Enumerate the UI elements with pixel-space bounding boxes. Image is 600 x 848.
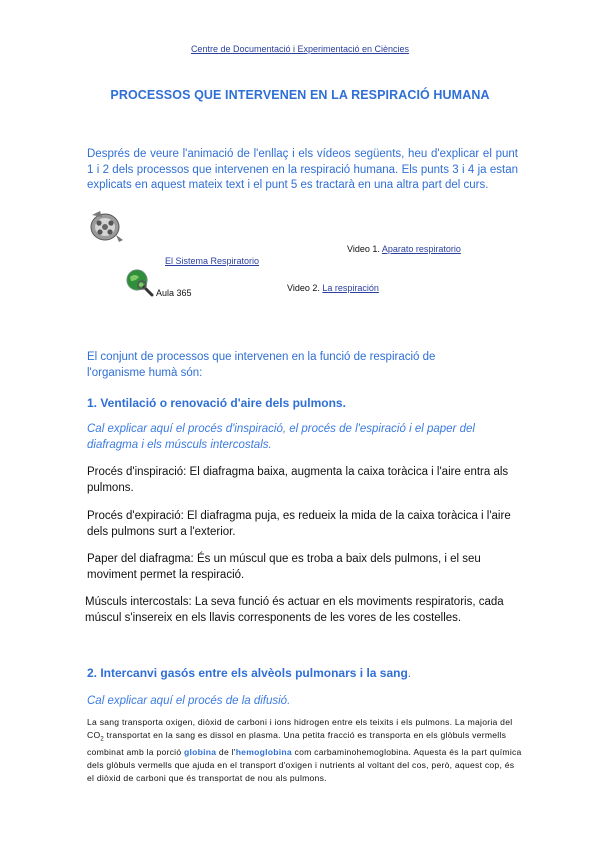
video2-line xyxy=(287,283,379,293)
video1-link[interactable]: Aparato respiratorio xyxy=(381,244,461,254)
video2-link[interactable]: La respiración xyxy=(322,283,379,293)
header-link-wrapper xyxy=(0,44,600,54)
animation-link[interactable]: El Sistema Respiratorio xyxy=(165,256,260,266)
aula-label: Aula 365 xyxy=(156,288,192,298)
body-part-3: de l' xyxy=(216,747,236,758)
body-part-1: La sang transporta oxigen, diòxid de carboni i ions hidrogen entre els teixits i els pulmons. La majoria del CO xyxy=(87,717,513,740)
diaphragm-paragraph: Paper del diafragma: És un múscul que es troba a baix dels pulmons, i el seu moviment permet la respiració. xyxy=(87,553,481,581)
globina-term: globina xyxy=(183,747,217,758)
video1-prefix: Video 1. xyxy=(347,244,380,254)
section1-instruction: Cal explicar aquí el procés d'inspiració, el procés de l'espiració i el paper del diafragma i els músculs intercostals. xyxy=(87,423,475,451)
section2-body xyxy=(87,716,522,785)
globe-magnifier-icon[interactable] xyxy=(125,268,155,298)
section2-instruction: Cal explicar aquí el procés de la difusió. xyxy=(87,695,291,707)
animation-link-wrapper xyxy=(165,256,259,266)
intercostal-paragraph: Músculs intercostals: La seva funció és actuar en els moviments respiratoris, cada múscul s'insereix en els llavis corresponents de les vores de les costelles. xyxy=(85,596,504,624)
page-title: PROCESSOS QUE INTERVENEN EN LA RESPIRACIÓ HUMANA xyxy=(110,88,490,102)
hemoglobina-term: hemoglobina xyxy=(235,747,292,758)
section2-heading xyxy=(87,666,411,680)
film-reel-icon[interactable] xyxy=(88,209,124,243)
inspiration-paragraph: Procés d'inspiració: El diafragma baixa, augmenta la caixa toràcica i l'aire entra als pulmons. xyxy=(87,466,509,494)
section2-heading-period: . xyxy=(407,666,412,680)
body-part-2: transportat en la sang es dissol en plasma. Una petita fracció es transporta en els glòbuls vermells combinat amb la porció xyxy=(87,729,507,758)
body-subscript: 2 xyxy=(100,736,104,743)
expiration-paragraph: Procés d'expiració: El diafragma puja, es redueix la mida de la caixa toràcica i l'aire dels pulmons surt a l'exterior. xyxy=(87,510,511,538)
lead-paragraph: El conjunt de processos que intervenen en la funció de respiració de l'organisme humà són: xyxy=(87,351,436,379)
video2-prefix: Video 2. xyxy=(287,283,320,293)
section1-heading: 1. Ventilació o renovació d'aire dels pulmons. xyxy=(87,396,346,410)
header-link[interactable]: Centre de Documentació i Experimentació en Ciències xyxy=(190,44,410,54)
intro-paragraph: Després de veure l'animació de l'enllaç i els vídeos següents, heu d'explicar el punt 1 i 2 dels processos que intervenen en la respiració humana. Els punts 3 i 4 ja estan explicats en aquest mateix text i el punt 5 es tractarà en una altra part del curs. xyxy=(87,148,518,191)
video1-line xyxy=(347,244,461,254)
section2-heading-text: 2. Intercanvi gasós entre els alvèols pulmonars i la sang xyxy=(87,666,408,680)
body-part-4: com carbaminohemoglobina. Aquesta és la part química dels glòbuls vermells que ajuda en el transport d'oxigen i nutrients al voltant del cos, però, aquest cop, és el diòxid de carboni que és transportat de nou als pulmons. xyxy=(87,747,522,783)
